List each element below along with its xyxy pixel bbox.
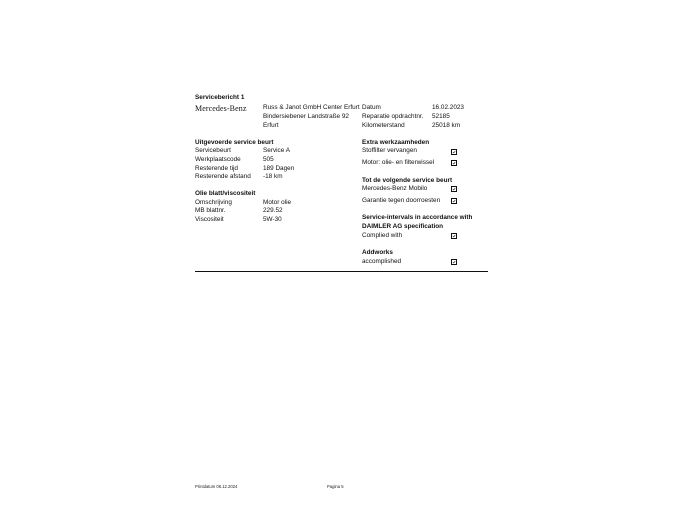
oil-value-sheet: 229.52 bbox=[263, 207, 283, 214]
dealer-name: Russ & Janot GmbH Center Erfurt bbox=[263, 104, 360, 111]
addworks-item-checkbox[interactable] bbox=[451, 259, 457, 265]
intervals-item-label: Complied with bbox=[362, 232, 403, 239]
checkmark-icon bbox=[452, 260, 456, 264]
oil-label-sheet: MB blattnr. bbox=[195, 207, 226, 214]
footer-print-date: Printdatum 06.12.2024 bbox=[195, 484, 238, 489]
next-item-checkbox[interactable] bbox=[451, 198, 457, 204]
meta-value-mileage: 25018 km bbox=[432, 122, 461, 129]
addworks-item-label: accomplished bbox=[362, 258, 402, 265]
meta-label-mileage: Kilometerstand bbox=[362, 122, 405, 129]
dealer-street: Bindersiebener Landstraße 92 bbox=[263, 113, 349, 120]
checkmark-icon bbox=[452, 234, 456, 238]
extra-item-checkbox[interactable] bbox=[451, 160, 457, 166]
intervals-item-checkbox[interactable] bbox=[451, 233, 457, 239]
report-title: Servicebericht 1 bbox=[195, 94, 245, 101]
extra-item-label: Motor: olie- en filterwissel bbox=[362, 159, 435, 166]
checkmark-icon bbox=[452, 199, 456, 203]
service-label-distance: Resterende afstand bbox=[195, 173, 251, 180]
service-label-code: Werkplaatscode bbox=[195, 156, 241, 163]
addworks-heading: Addworks bbox=[362, 249, 393, 256]
service-value-type: Service A bbox=[263, 147, 290, 154]
section-divider bbox=[195, 271, 488, 272]
meta-value-order: 52185 bbox=[432, 113, 450, 120]
service-value-distance: -18 km bbox=[263, 173, 283, 180]
dealer-city: Erfurt bbox=[263, 122, 279, 129]
checkmark-icon bbox=[452, 150, 456, 154]
next-item-label: Garantie tegen doorroesten bbox=[362, 197, 441, 204]
next-item-label: Mercedes-Benz Mobilo bbox=[362, 185, 428, 192]
service-value-code: 505 bbox=[263, 156, 274, 163]
oil-label-viscosity: Viscositeit bbox=[195, 216, 224, 223]
oil-value-viscosity: 5W-30 bbox=[263, 216, 282, 223]
meta-label-date: Datum bbox=[362, 104, 381, 111]
next-heading: Tot de volgende service beurt bbox=[362, 177, 453, 184]
oil-label-description: Omschrijving bbox=[195, 199, 232, 206]
service-label-time: Resterende tijd bbox=[195, 165, 238, 172]
extra-heading: Extra werkzaamheden bbox=[362, 139, 430, 146]
extra-item-label: Stoffilter vervangen bbox=[362, 147, 417, 154]
service-label-type: Servicebeurt bbox=[195, 147, 231, 154]
extra-item-checkbox[interactable] bbox=[451, 149, 457, 155]
next-item-checkbox[interactable] bbox=[451, 186, 457, 192]
checkmark-icon bbox=[452, 161, 456, 165]
meta-label-order: Reparatie opdrachtnr. bbox=[362, 113, 424, 120]
service-value-time: 189 Dagen bbox=[263, 165, 295, 172]
checkmark-icon bbox=[452, 187, 456, 191]
brand-name: Mercedes-Benz bbox=[195, 104, 247, 113]
intervals-heading-line1: Service-intervals in accordance with bbox=[362, 214, 473, 221]
oil-heading: Olie blatt/viscositeit bbox=[195, 190, 256, 197]
oil-value-description: Motor olie bbox=[263, 199, 292, 206]
intervals-heading-line2: DAIMLER AG specification bbox=[362, 223, 444, 230]
meta-value-date: 16.02.2023 bbox=[432, 104, 464, 111]
footer-page-number: Pagina 5 bbox=[327, 484, 344, 489]
service-heading: Uitgevoerde service beurt bbox=[195, 139, 274, 146]
